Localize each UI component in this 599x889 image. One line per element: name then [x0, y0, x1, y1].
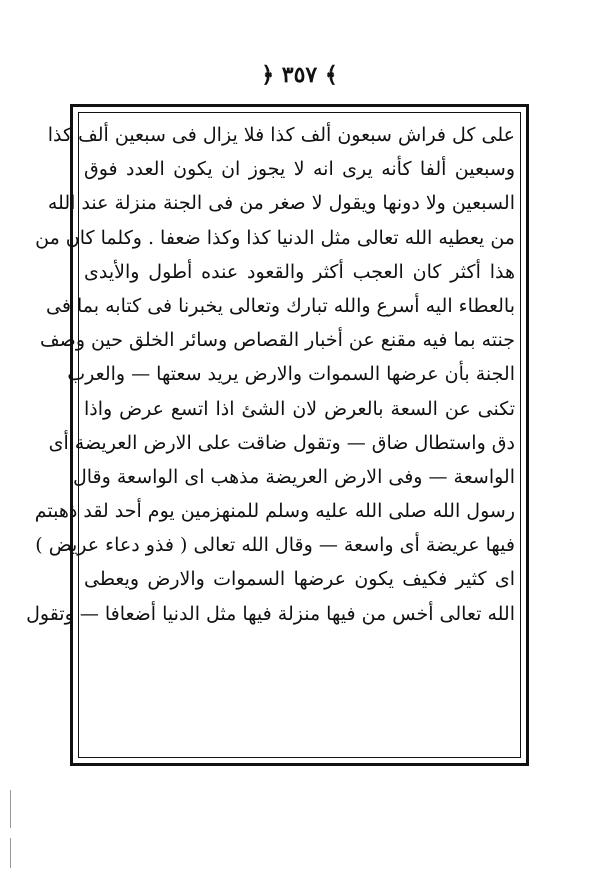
text-line: اى كثير فكيف يكون عرضها السموات والارض ويعطى [84, 568, 515, 591]
text-line: الجنة بأن عرضها السموات والارض يريد سعتها — والعرب [67, 363, 515, 386]
text-line: دق واستطال ضاق — وتقول ضاقت على الارض العريضة أى [48, 431, 515, 454]
text-line: تكنى عن السعة بالعرض لان الشئ اذا اتسع عرض واذا [84, 397, 515, 420]
text-line: فيها عريضة أى واسعة — وقال الله تعالى ( فذو دعاء عريض ) [35, 534, 515, 557]
scan-margin-mark [10, 838, 11, 868]
text-line: من يعطيه الله تعالى مثل الدنيا كذا وكذا ضعفا . وكلما كان من [35, 226, 515, 249]
text-line: الله تعالى أخس من فيها منزلة فيها مثل الدنيا أضعافا — وتقول [26, 602, 515, 625]
page-number: ﴿ ٣٥٧ ﴾ [261, 62, 338, 88]
scan-margin-mark [10, 790, 11, 828]
text-line: رسول الله صلى الله عليه وسلم للمنهزمين يوم أحد لقد ذهبتم [34, 500, 515, 523]
text-body [26, 118, 515, 754]
text-line: هذا أكثر كان العجب أكثر والقعود عنده أطول والأيدى [84, 260, 515, 283]
text-line: وسبعين ألفا كأنه يرى انه لا يجوز ان يكون العدد فوق [84, 158, 515, 181]
text-line: على كل فراش سبعون ألف كذا فلا يزال فى سبعين ألف كذا [47, 124, 515, 146]
text-line: بالعطاء اليه أسرع والله تبارك وتعالى يخبرنا فى كتابه بما فى [46, 294, 515, 317]
text-line: الواسعة — وفى الارض العريضة مذهب اى الواسعة وقال [72, 465, 515, 488]
text-line: جنته بما فيه مقنع عن أخبار القصاص وسائر الخلق حين وصف [40, 329, 515, 352]
text-line: السبعين ولا دونها ويقول لا صغر من فى الجنة منزلة عند الله [47, 192, 515, 215]
